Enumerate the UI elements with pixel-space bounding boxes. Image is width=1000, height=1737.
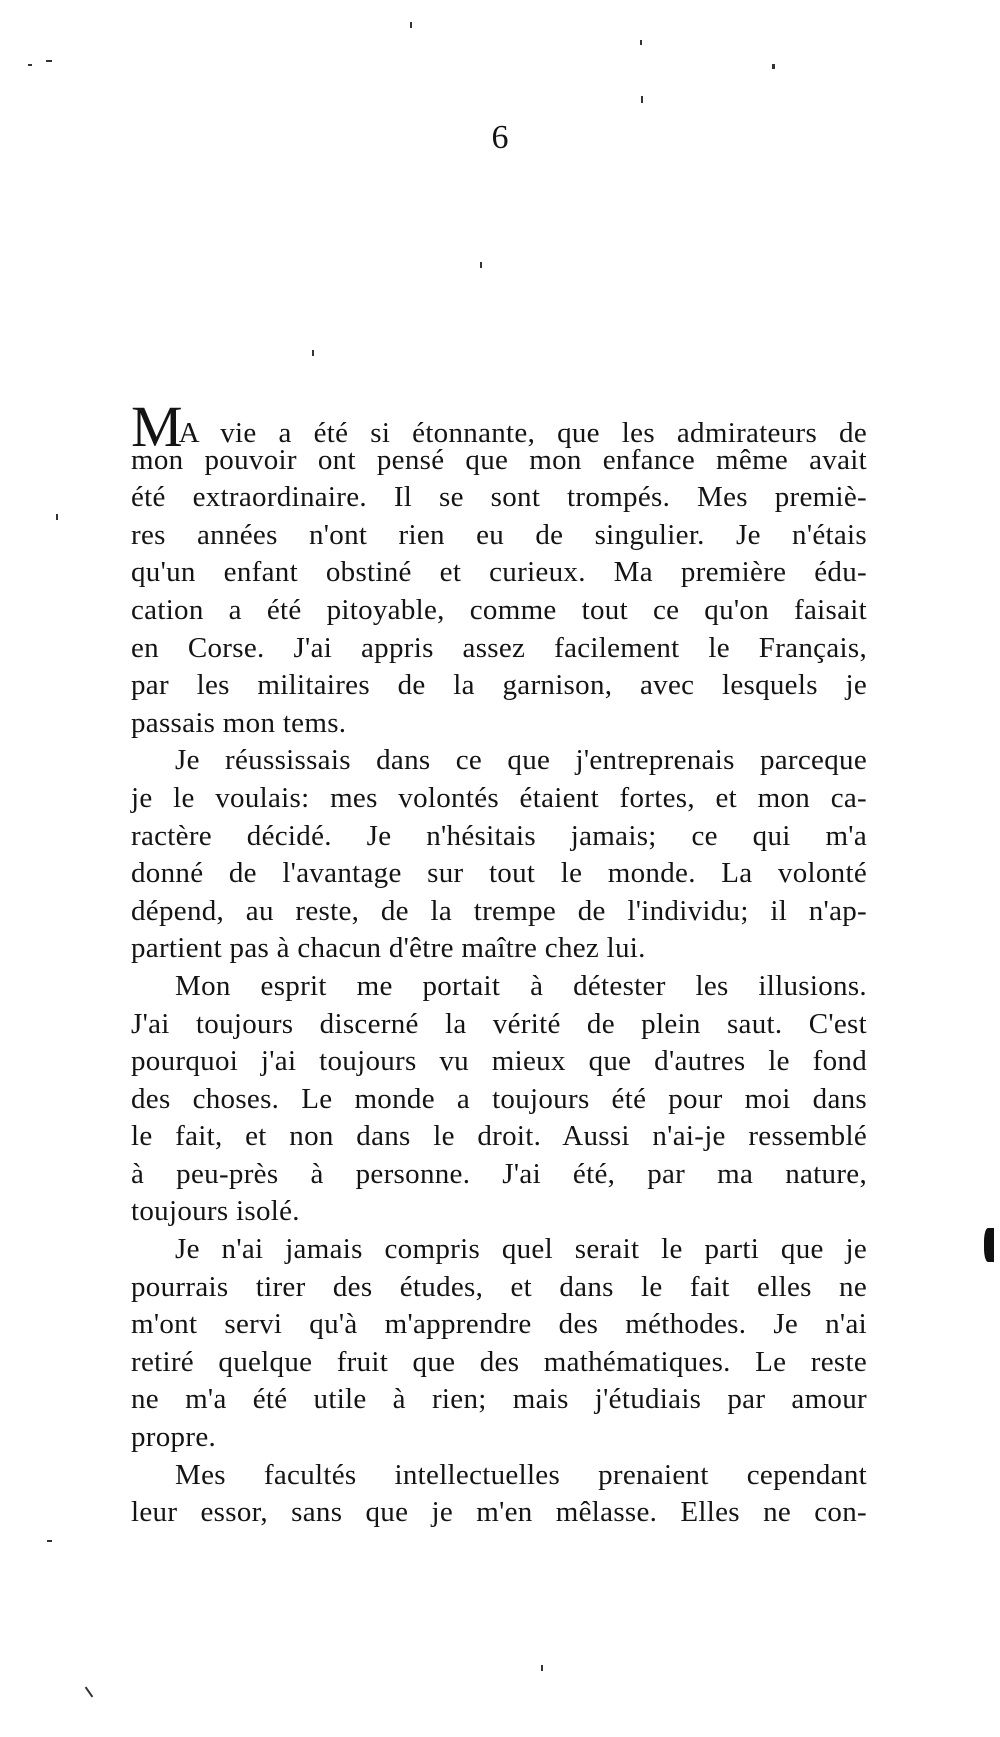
text-line: res années n'ont rien eu de singulier. Je n'étais [131, 518, 867, 551]
scan-speck [56, 514, 58, 520]
scan-speck [480, 262, 482, 268]
text-line: partient pas à chacun d'être maître chez lui. [131, 932, 646, 965]
text-line: passais mon tems. [131, 706, 347, 739]
text-line: leur essor, sans que je m'en mêlasse. Elles ne con- [131, 1496, 867, 1529]
text-line: des choses. Le monde a toujours été pour moi dans [131, 1082, 867, 1115]
scan-speck [46, 60, 52, 62]
page-number: 6 [491, 119, 509, 156]
drop-cap: M [131, 394, 179, 459]
scan-speck [772, 64, 775, 69]
text-line: été extraordinaire. Il se sont trompés. Mes premiè- [131, 481, 867, 514]
text-line: le fait, et non dans le droit. Aussi n'ai-je ressemblé [131, 1120, 867, 1153]
text-line: Je n'ai jamais compris quel serait le parti que je [175, 1233, 867, 1266]
scan-speck [541, 1665, 543, 1671]
text-line: donné de l'avantage sur tout le monde. La volonté [131, 857, 867, 890]
text-line: mon pouvoir ont pensé que mon enfance même avait [131, 443, 867, 476]
text-line: cation a été pitoyable, comme tout ce qu'on faisait [131, 593, 867, 626]
scan-speck [312, 350, 314, 356]
text-line: m'ont servi qu'à m'apprendre des méthodes. Je n'ai [131, 1308, 867, 1341]
text-line: Mes facultés intellectuelles prenaient cependant [175, 1458, 867, 1491]
text-line: pourquoi j'ai toujours vu mieux que d'autres le fond [131, 1045, 867, 1078]
line-text: vie a été si étonnante, que les admirateurs de [198, 417, 867, 449]
text-line: dépend, au reste, de la trempe de l'individu; il n'ap- [131, 894, 867, 927]
text-line: propre. [131, 1421, 217, 1454]
scan-speck [641, 96, 643, 103]
body-text [131, 394, 867, 1532]
text-line: toujours isolé. [131, 1195, 300, 1228]
drop-cap-rest: A [178, 417, 199, 449]
scan-speck [85, 1687, 94, 1698]
scan-speck [410, 22, 412, 28]
scan-blot [984, 1228, 994, 1262]
scan-speck [28, 64, 32, 66]
scan-speck [640, 40, 642, 45]
text-line: en Corse. J'ai appris assez facilement le Français, [131, 631, 867, 664]
text-line: ractère décidé. Je n'hésitais jamais; ce qui m'a [131, 819, 867, 852]
text-line: qu'un enfant obstiné et curieux. Ma première édu- [131, 556, 867, 589]
text-line: je le voulais: mes volontés étaient fortes, et mon ca- [131, 781, 867, 814]
text-line: pourrais tirer des études, et dans le fait elles ne [131, 1270, 867, 1303]
text-line: Je réussissais dans ce que j'entreprenais parceque [175, 744, 867, 777]
text-line: retiré quelque fruit que des mathématiques. Le reste [131, 1345, 867, 1378]
text-line: ne m'a été utile à rien; mais j'étudiais par amour [131, 1383, 867, 1416]
text-line: Mon esprit me portait à détester les illusions. [175, 969, 867, 1002]
text-line [131, 394, 867, 459]
text-line: par les militaires de la garnison, avec lesquels je [131, 669, 867, 702]
text-line: J'ai toujours discerné la vérité de plein saut. C'est [131, 1007, 867, 1040]
scan-speck [47, 1540, 52, 1542]
text-line: à peu-près à personne. J'ai été, par ma nature, [131, 1157, 867, 1190]
